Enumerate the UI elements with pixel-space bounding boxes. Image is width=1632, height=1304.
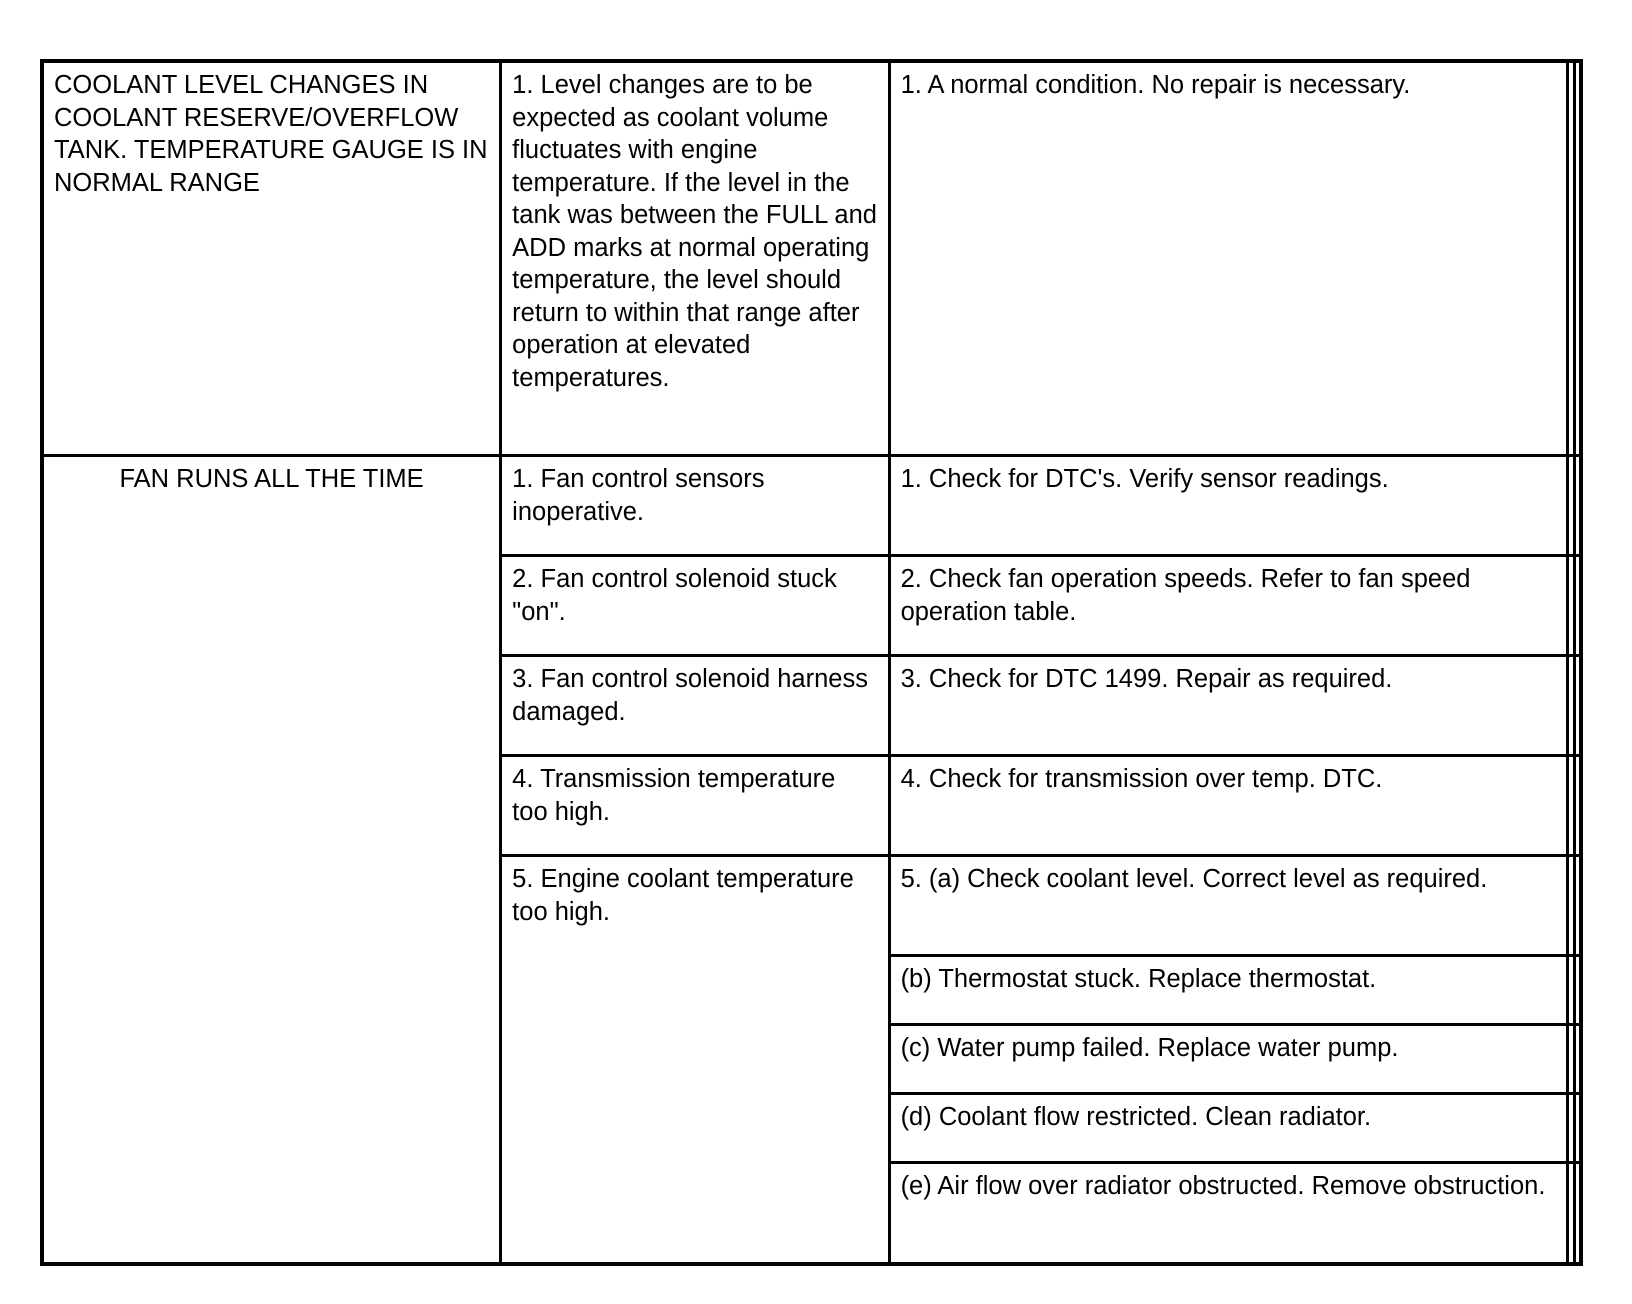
narrow-column-cell [1574, 756, 1581, 856]
narrow-column-cell [1574, 556, 1581, 656]
cause-cell: 5. Engine coolant temperature too high. [501, 856, 889, 1265]
narrow-column-cell [1574, 856, 1581, 956]
table-row [42, 456, 1581, 556]
cause-cell: 1. Level changes are to be expected as coolant volume fluctuates with engine temperature. If the level in the tank was between the FULL and ADD marks at normal operating temperature, the level should return to within that range after operation at elevated temperatures. [501, 61, 889, 456]
correction-cell: (c) Water pump failed. Replace water pump. [889, 1025, 1568, 1094]
correction-cell: 4. Check for transmission over temp. DTC. [889, 756, 1568, 856]
diagnosis-table [40, 59, 1583, 1266]
correction-cell: 3. Check for DTC 1499. Repair as required. [889, 656, 1568, 756]
correction-cell: (d) Coolant flow restricted. Clean radiator. [889, 1094, 1568, 1163]
correction-cell: (b) Thermostat stuck. Replace thermostat. [889, 956, 1568, 1025]
narrow-column-cell [1574, 1163, 1581, 1265]
narrow-column-cell [1574, 456, 1581, 556]
narrow-column-cell [1574, 656, 1581, 756]
condition-cell: FAN RUNS ALL THE TIME [42, 456, 501, 1265]
correction-cell: (e) Air flow over radiator obstructed. Remove obstruction. [889, 1163, 1568, 1265]
narrow-column-cell [1574, 61, 1581, 456]
correction-cell: 2. Check fan operation speeds. Refer to fan speed operation table. [889, 556, 1568, 656]
cause-cell: 4. Transmission temperature too high. [501, 756, 889, 856]
cause-cell: 1. Fan control sensors inoperative. [501, 456, 889, 556]
condition-cell: COOLANT LEVEL CHANGES IN COOLANT RESERVE/OVERFLOW TANK. TEMPERATURE GAUGE IS IN NORMAL RANGE [42, 61, 501, 456]
narrow-column-cell [1574, 1025, 1581, 1094]
narrow-column-cell [1574, 956, 1581, 1025]
cause-cell: 3. Fan control solenoid harness damaged. [501, 656, 889, 756]
cause-cell: 2. Fan control solenoid stuck "on". [501, 556, 889, 656]
narrow-column-cell [1574, 1094, 1581, 1163]
diagnosis-table-container [40, 59, 1583, 1266]
correction-cell: 1. Check for DTC's. Verify sensor readings. [889, 456, 1568, 556]
correction-cell: 5. (a) Check coolant level. Correct level as required. [889, 856, 1568, 956]
correction-cell: 1. A normal condition. No repair is necessary. [889, 61, 1568, 456]
table-row [42, 61, 1581, 456]
